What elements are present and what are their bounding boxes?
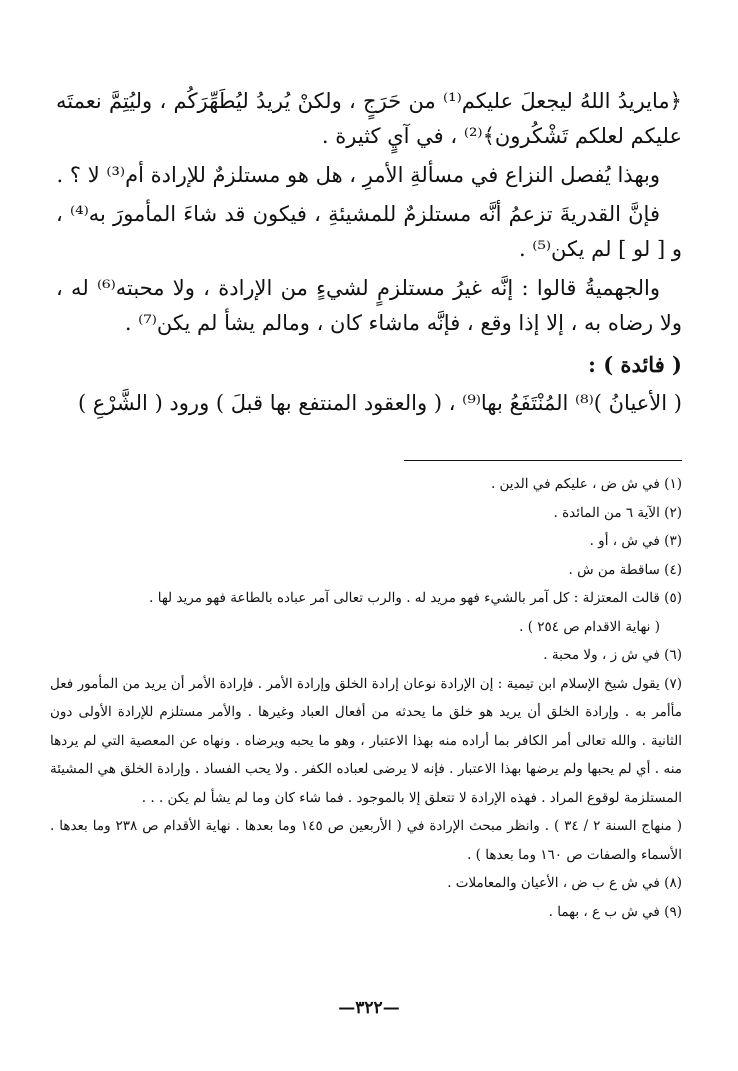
footnote xyxy=(50,869,682,898)
footnote xyxy=(50,641,682,670)
main-text xyxy=(56,84,682,425)
footnote-number: (٧) xyxy=(664,675,682,692)
paragraph-4: والجهميةُ قالوا : إنَّه غيرُ مستلزمٍ لشيءٍ من الإرادة ، ولا محبته⁽⁶⁾ له ، ولا رضاه به ، إلا إذا وقع ، فإنَّه ماشاء كان ، ومالم يشأ لم يكن⁽⁷⁾ . xyxy=(56,276,682,335)
footnote-number: (٨) xyxy=(664,875,682,891)
footnote-text: ساقطة من ش . xyxy=(568,561,660,578)
footnote xyxy=(50,898,682,927)
footnote-number: (٤) xyxy=(664,561,682,578)
footnote-number: (١) xyxy=(664,476,682,492)
footnote-divider xyxy=(404,460,682,461)
footnote xyxy=(50,499,682,528)
footnote xyxy=(50,670,682,813)
footnote-text: في ش ب ع ، بهما . xyxy=(548,903,660,920)
footnote-text: ( منهاج السنة ٢ / ٣٤ ) . وانظر مبحث الإرادة في ( الأربعين ص ١٤٥ وما بعدها . نهاية الأقدام ص ٢٣٨ وما بعدها . الأسماء والصفات ص ١٦٠ وما بعدها ) . xyxy=(50,818,682,863)
section-heading: ( فائدة ) : xyxy=(588,352,682,377)
footnote xyxy=(50,556,682,585)
footnote-text: ( نهاية الاقدام ص ٢٥٤ ) . xyxy=(519,618,660,635)
paragraph-1: ﴿مايريدُ اللهُ ليجعلَ عليكم⁽¹⁾ من حَرَجٍ ، ولكنْ يُريدُ ليُطَهِّرَكُم ، وليُتِمَّ نعمتَه عليكم لعلكم تَشْكُرون﴾⁽²⁾ ، في آيٍ كثيرة . xyxy=(56,89,682,148)
paragraph-3: فإنَّ القدريةَ تزعمُ أنَّه مستلزمٌ للمشيئةِ ، فيكون قد شاءَ المأمورَ به⁽⁴⁾ ، و [ لو ] لم يكن⁽⁵⁾ . xyxy=(56,202,682,261)
footnote-text: في ش ع ب ض ، الأعيان والمعاملات . xyxy=(447,875,660,891)
footnote-number: (٢) xyxy=(664,504,682,521)
footnote-text: قالت المعتزلة : كل آمر بالشيء فهو مريد له . والرب تعالى آمر عباده بالطاعة فهو مريد لها . xyxy=(149,590,660,606)
footnote-number: (٩) xyxy=(664,903,682,920)
footnote-number: (٦) xyxy=(664,647,682,663)
footnotes xyxy=(50,470,682,926)
footnote-number: (٥) xyxy=(664,590,682,606)
footnote-text: في ش ز ، ولا محبة . xyxy=(543,647,660,663)
footnote-text: يقول شيخ الإسلام ابن تيمية : إن الإرادة نوعان إرادة الخلق وإرادة الأمر . فإرادة الأمر أن يريد من المأمور فعل مأأمر به . وإرادة الخلق أن يريد هو خلق ما يحدثه من أفعال العباد وغيرها . والأمر مستلزم للإرادة الأولى دون الثانية . والله تعالى أمر الكافر بما أراده منه بهذا الاعتبار ، وهو ما يحبه ويرضاه . ونهاه عن المعصية التي لم يردها منه . أي لم يحبها ولم يرضها بهذا الاعتبار . فإنه لا يرضى لعباده الكفر . ولا يحب الفساد . وإرادة الخلق هي المشيئة المستلزمة لوقوع المراد . فهذه الإرادة لا تتعلق إلا بالموجود . فما شاء كان وما لم يشأ لم يكن . . . xyxy=(50,675,682,806)
page-number: —٣٢٢— xyxy=(338,998,400,1018)
footnote xyxy=(50,470,682,499)
footnote xyxy=(50,527,682,556)
footnote-text: الآية ٦ من المائدة . xyxy=(553,504,660,521)
footnote-text: في ش ، أو . xyxy=(589,533,660,549)
footnote xyxy=(50,584,682,613)
footnote-continuation xyxy=(50,812,682,869)
footnote-text: في ش ض ، عليكم في الدين . xyxy=(490,476,660,492)
paragraph-2: وبهذا يُفصل النزاع في مسألةِ الأمرِ ، هل هو مستلزمٌ للإرادة أم⁽³⁾ لا ؟ . xyxy=(56,163,660,187)
footnote-continuation xyxy=(50,613,682,642)
paragraph-5: ( الأعيانُ )⁽⁸⁾ المُنْتَفَعُ بها⁽⁹⁾ ، ( والعقود المنتفع بها قبلَ ) ورود ( الشَّرْعِ ) xyxy=(77,391,682,415)
footnote-number: (٣) xyxy=(664,533,682,549)
